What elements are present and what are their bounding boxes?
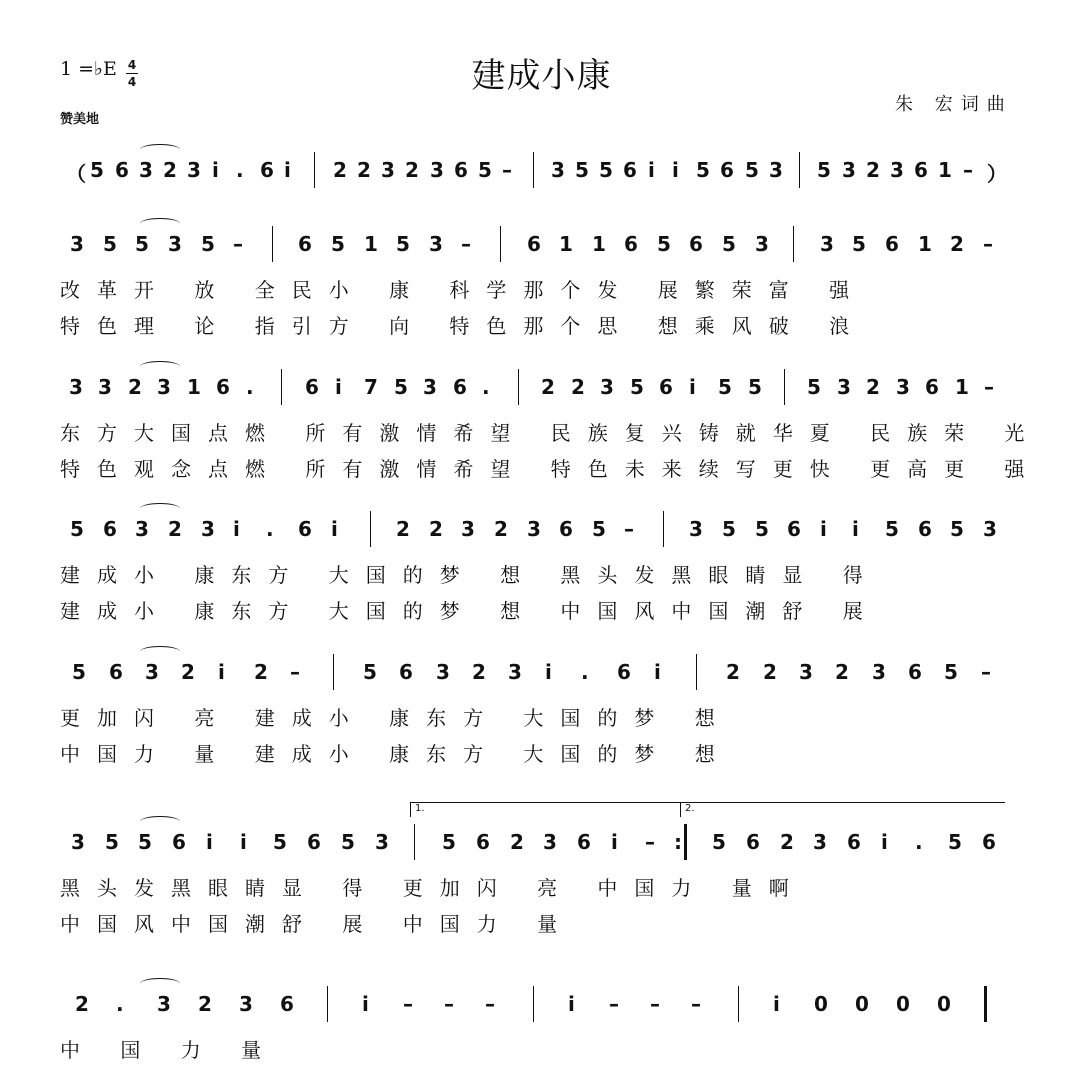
lyric-line: 中国力 量 建成小 康东方 大国的梦 想 [60,742,732,766]
note: 3 [201,517,215,541]
note: – [485,992,495,1016]
note: 3 [381,158,395,182]
note: 0 [814,992,828,1016]
note: 2 [780,830,794,854]
slur [140,361,180,372]
lyric-line: 中 国 力 量 [60,1038,279,1062]
note: 2 [396,517,410,541]
note: 7 [364,375,378,399]
note: 5 [396,232,410,256]
note: 3 [600,375,614,399]
note: – [624,517,634,541]
lyric-line: 特色理 论 指引方 向 特色那个思 想乘风破 浪 [60,314,867,338]
note: 2 [357,158,371,182]
note: 5 [575,158,589,182]
note: 3 [168,232,182,256]
note: i [654,660,661,684]
note: 5 [599,158,613,182]
note: i [284,158,291,182]
note: 2 [75,992,89,1016]
bar-line [327,986,328,1022]
note: 3 [799,660,813,684]
note: 2 [181,660,195,684]
note: 6 [623,158,637,182]
note: 6 [787,517,801,541]
note: 0 [855,992,869,1016]
score-row [60,650,1020,766]
note: i [362,992,369,1016]
note: 6 [925,375,939,399]
note: – [981,660,991,684]
note: 6 [260,158,274,182]
note: 5 [852,232,866,256]
score-row [60,507,1020,623]
tempo-marking: 赞美地 [60,112,100,127]
note: 5 [201,232,215,256]
note: 5 [90,158,104,182]
note: 5 [478,158,492,182]
bar-line [799,152,800,188]
note: i [672,158,679,182]
lyric-line: 建成小 康东方 大国的梦 想 黑头发黑眼睛显 得 [60,563,880,587]
note: – [609,992,619,1016]
lyric-line: 建成小 康东方 大国的梦 想 中国风中国潮舒 展 [60,599,880,623]
note: i [648,158,655,182]
note: 5 [72,660,86,684]
note: 6 [885,232,899,256]
note: i [218,660,225,684]
note: 6 [454,158,468,182]
note: i [212,158,219,182]
note: i [881,830,888,854]
note: 1 [592,232,606,256]
note: 3 [239,992,253,1016]
note: 2 [510,830,524,854]
bar-line [414,824,415,860]
note: – [444,992,454,1016]
lyric-line: 特色观念点燃 所有激情希望 特色未来续写更快 更高更 强 [60,457,1042,481]
note: 6 [298,517,312,541]
note: . [482,375,490,399]
note: 3 [429,232,443,256]
note-line [60,507,1020,557]
note: i [773,992,780,1016]
note-line [60,982,1020,1032]
note: 3 [527,517,541,541]
note: 5 [817,158,831,182]
note: 5 [394,375,408,399]
note: 5 [885,517,899,541]
note: 2 [835,660,849,684]
note: 6 [298,232,312,256]
note: 6 [746,830,760,854]
note: 2 [128,375,142,399]
note: 6 [216,375,230,399]
slur [140,144,180,155]
note: 6 [307,830,321,854]
song-title: 建成小康 [471,56,612,96]
note: 5 [135,232,149,256]
note: 0 [896,992,910,1016]
slur [140,816,180,827]
note: . [116,992,124,1016]
note: 6 [527,232,541,256]
bar-line [663,511,664,547]
note: 3 [890,158,904,182]
first-ending: 1. [410,802,685,817]
note: i [852,517,859,541]
note: 2 [866,375,880,399]
bar-line [784,369,785,405]
note: – [963,158,973,182]
note: 3 [187,158,201,182]
note: 5 [745,158,759,182]
note: 3 [983,517,997,541]
note: 5 [807,375,821,399]
bar-line [370,511,371,547]
note: 2 [763,660,777,684]
note: 3 [436,660,450,684]
note: 6 [914,158,928,182]
note: 5 [331,232,345,256]
note: 6 [280,992,294,1016]
bar-line [281,369,282,405]
note: 3 [689,517,703,541]
note: 2 [494,517,508,541]
lyric-line: 改革开 放 全民小 康 科学那个发 展繁荣富 强 [60,278,867,302]
note: 5 [948,830,962,854]
note: 3 [820,232,834,256]
note: – [645,830,655,854]
note: . [915,830,923,854]
bar-line [333,654,334,690]
lyric-line: 中国风中国潮舒 展 中国力 量 [60,912,575,936]
note: i [335,375,342,399]
note: 1 [187,375,201,399]
bar-line [272,226,273,262]
slur [140,978,180,989]
lyric-line: 更加闪 亮 建成小 康东方 大国的梦 想 [60,706,732,730]
note: – [502,158,512,182]
note: i [240,830,247,854]
note-line [60,650,1020,700]
note: 2 [198,992,212,1016]
note: 5 [138,830,152,854]
note: 6 [624,232,638,256]
note: 2 [405,158,419,182]
note: 5 [273,830,287,854]
note: 3 [375,830,389,854]
note: 6 [559,517,573,541]
repeat-sign: : [674,830,682,854]
note: i [568,992,575,1016]
note: – [983,232,993,256]
note: 6 [982,830,996,854]
note: 3 [423,375,437,399]
note: – [650,992,660,1016]
note: 5 [363,660,377,684]
note: 3 [896,375,910,399]
note: （ [66,162,86,186]
note: 5 [103,232,117,256]
note: i [545,660,552,684]
note: 5 [944,660,958,684]
note: 3 [508,660,522,684]
note: 6 [115,158,129,182]
bar-line [500,226,501,262]
score-row [60,982,1020,1062]
note: i [206,830,213,854]
note: 3 [837,375,851,399]
note: – [403,992,413,1016]
bar-line [696,654,697,690]
note: 6 [918,517,932,541]
note: ） [987,162,1007,186]
note: 6 [305,375,319,399]
note: 1 [955,375,969,399]
note: 3 [813,830,827,854]
note: 5 [755,517,769,541]
note: 3 [872,660,886,684]
note-line [60,222,1020,272]
score-row [60,803,1020,936]
slur [140,503,180,514]
note: i [820,517,827,541]
note: 3 [98,375,112,399]
author-credit: 朱 宏词曲 [895,94,1013,115]
note: 3 [430,158,444,182]
note: 6 [453,375,467,399]
note: i [233,517,240,541]
score-row [60,148,1020,198]
time-bottom: 4 [127,75,137,89]
note: – [691,992,701,1016]
note: . [236,158,244,182]
score-row [60,365,1042,481]
note: 5 [657,232,671,256]
note: 3 [769,158,783,182]
note: 5 [105,830,119,854]
note: i [331,517,338,541]
note: 6 [847,830,861,854]
note: 3 [69,375,83,399]
note-line [60,820,1020,870]
note: 3 [157,375,171,399]
note: 0 [937,992,951,1016]
note: – [984,375,994,399]
note: 3 [461,517,475,541]
note: 5 [950,517,964,541]
note: – [461,232,471,256]
note: – [290,660,300,684]
note: 3 [70,232,84,256]
note: i [611,830,618,854]
note: 1 [918,232,932,256]
note: 2 [254,660,268,684]
note: 5 [592,517,606,541]
note: 5 [442,830,456,854]
note: 2 [950,232,964,256]
note: 5 [341,830,355,854]
note: 1 [938,158,952,182]
note: . [266,517,274,541]
bar-line [518,369,519,405]
note: 3 [135,517,149,541]
key-signature: 1 =♭E [60,58,117,80]
note-line [60,365,1020,415]
note: 6 [103,517,117,541]
note: 3 [543,830,557,854]
note: 5 [70,517,84,541]
note: 5 [718,375,732,399]
note: 6 [476,830,490,854]
note: 2 [472,660,486,684]
note: 6 [109,660,123,684]
note: 2 [333,158,347,182]
bar-line [793,226,794,262]
note: 3 [551,158,565,182]
note: 6 [720,158,734,182]
note: 3 [139,158,153,182]
bar-line [533,152,534,188]
note: 2 [163,158,177,182]
note: – [233,232,243,256]
note-line [60,148,1020,198]
note: . [581,660,589,684]
note: 2 [429,517,443,541]
note: 2 [541,375,555,399]
note: 5 [722,517,736,541]
note: 5 [696,158,710,182]
note: 3 [157,992,171,1016]
note: 3 [71,830,85,854]
lyric-line: 东方大国点燃 所有激情希望 民族复兴铸就华夏 民族荣 光 [60,421,1042,445]
note: 5 [748,375,762,399]
note: 6 [659,375,673,399]
note: 2 [168,517,182,541]
note: 6 [577,830,591,854]
bar-line [984,986,987,1022]
note: 6 [689,232,703,256]
time-top: 4 [127,58,137,72]
note: 2 [866,158,880,182]
note: i [689,375,696,399]
note: 5 [712,830,726,854]
note: 6 [172,830,186,854]
slur [140,646,180,657]
second-ending: 2. [680,802,1005,817]
bar-line [314,152,315,188]
note: 6 [617,660,631,684]
score-row [60,222,1020,338]
note: 3 [842,158,856,182]
note: 5 [722,232,736,256]
note: 2 [571,375,585,399]
bar-line [684,824,687,860]
slur [140,218,180,229]
note: 6 [399,660,413,684]
note: 3 [145,660,159,684]
note: 5 [630,375,644,399]
note: . [246,375,254,399]
note: 3 [755,232,769,256]
lyric-line: 黑头发黑眼睛显 得 更加闪 亮 中国力 量啊 [60,876,806,900]
note: 2 [726,660,740,684]
bar-line [533,986,534,1022]
note: 1 [364,232,378,256]
note: 1 [559,232,573,256]
note: 6 [908,660,922,684]
bar-line [738,986,739,1022]
